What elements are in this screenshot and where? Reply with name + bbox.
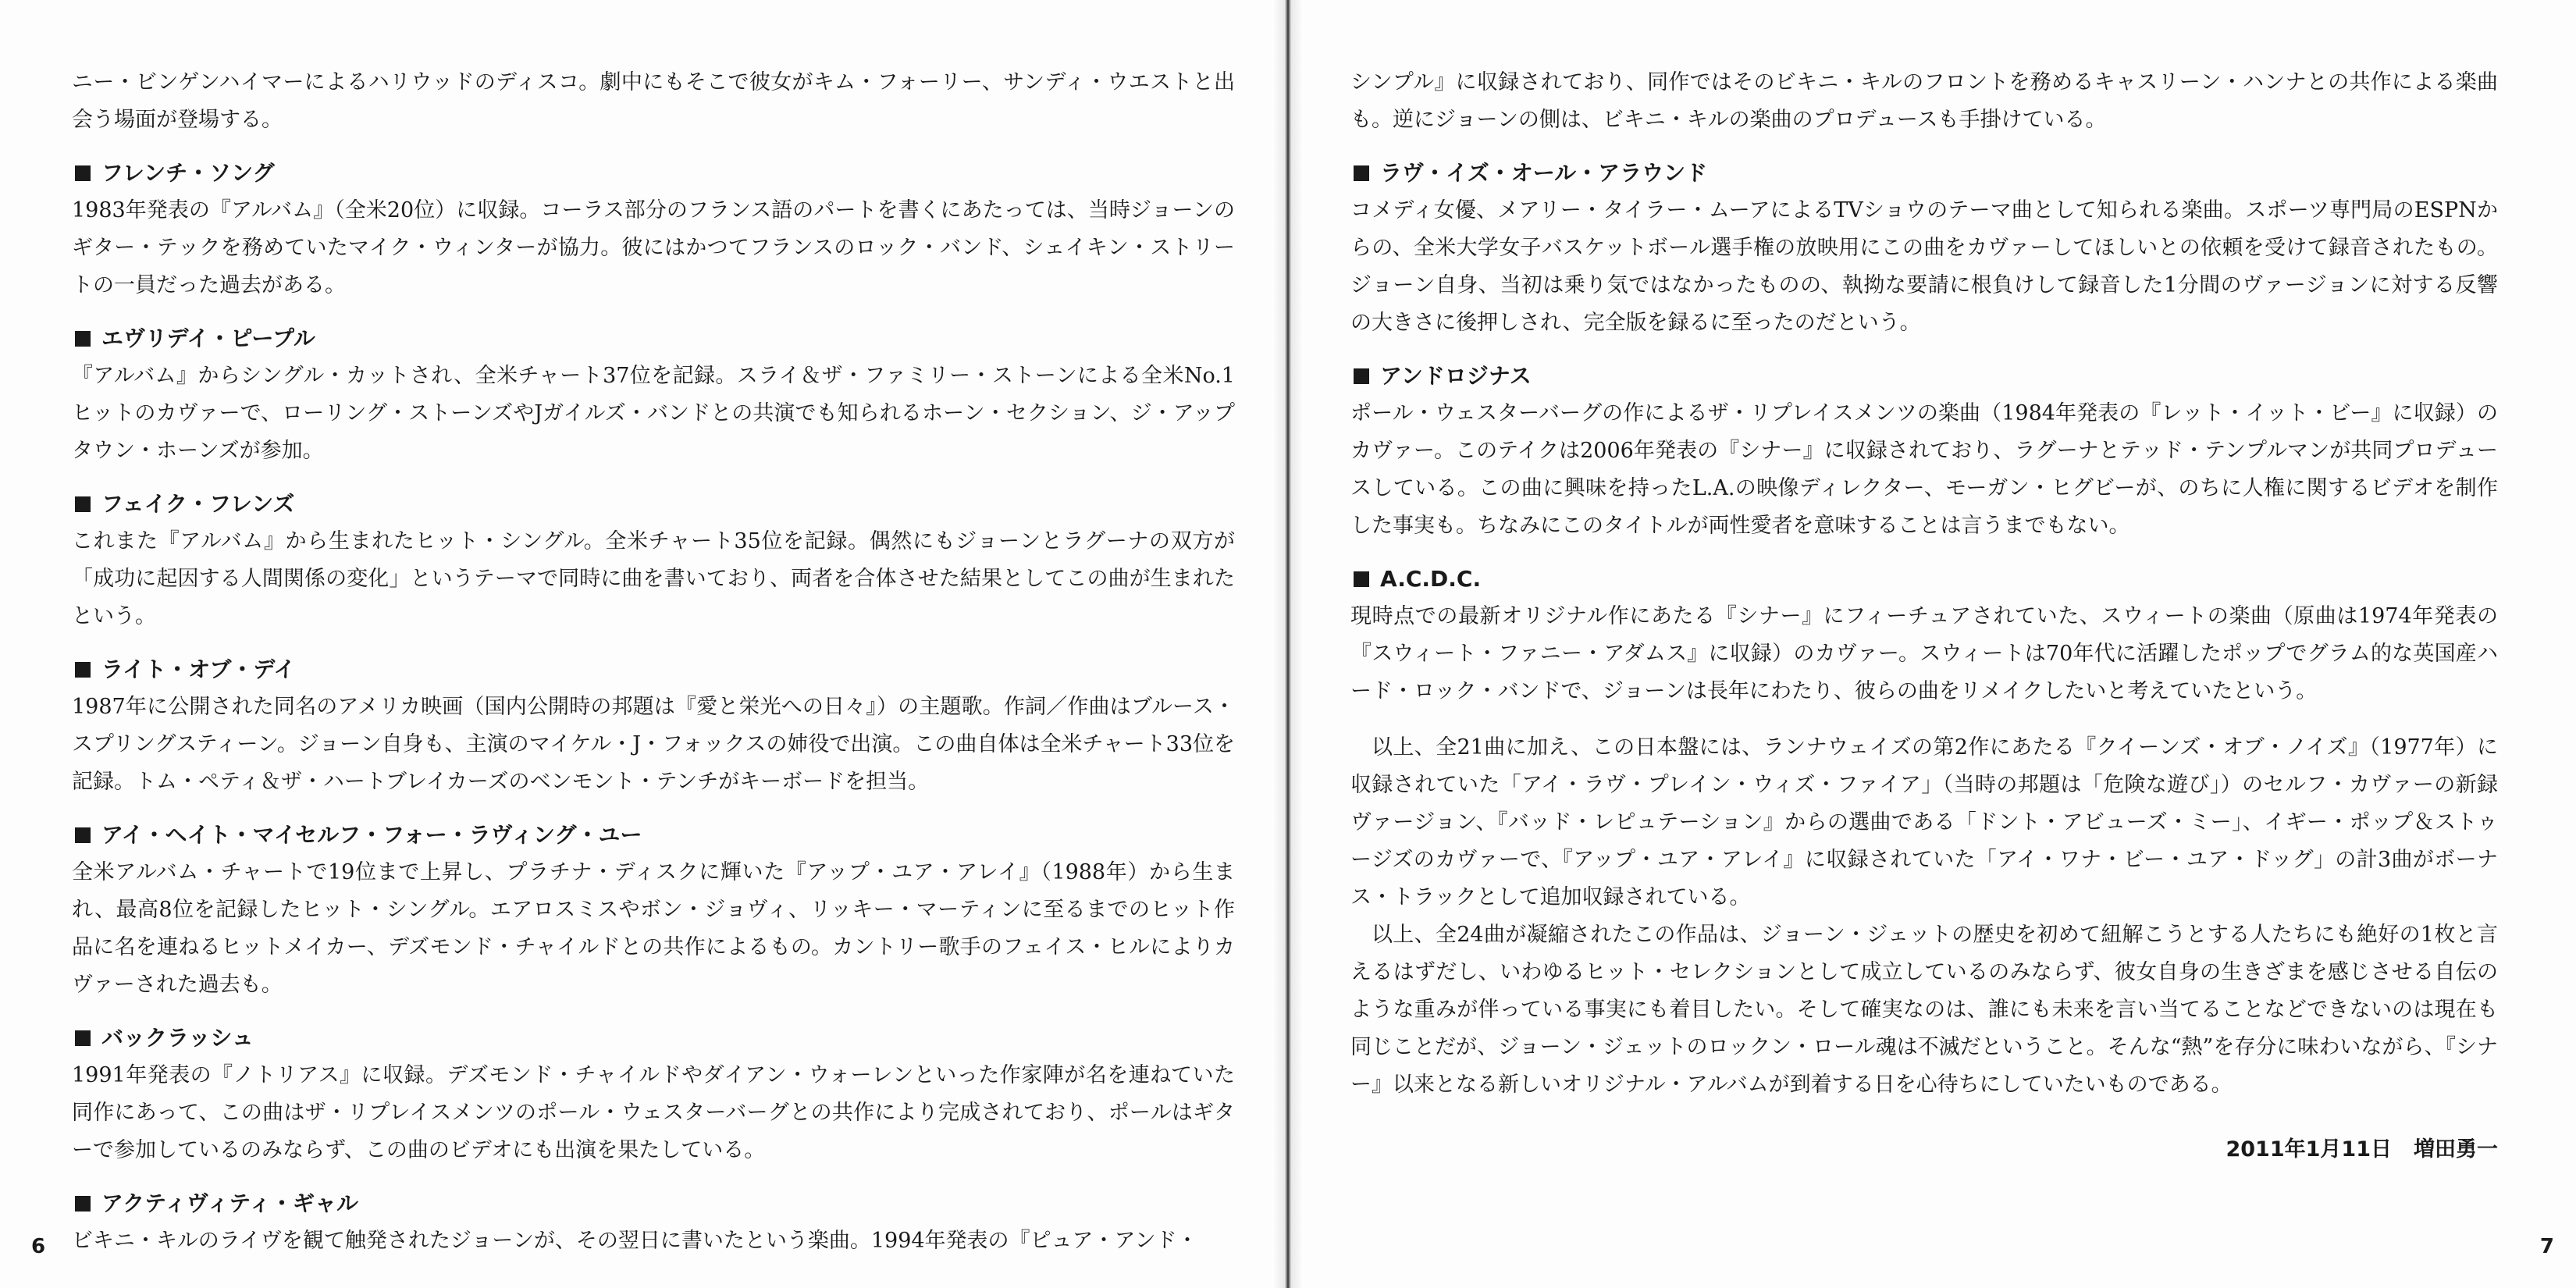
- track-description: 1991年発表の『ノトリアス』に収録。デズモンド・チャイルドやダイアン・ウォーレンといった作家陣が名を連ねていた同作にあって、この曲はザ・リプレイスメンツのポール・ウェスターバーグとの共作により完成されており、ポールはギターで参加しているのみならず、この曲のビデオにも出演を果たしている。: [72, 1063, 1235, 1162]
- bullet-square-icon: [1354, 165, 1369, 181]
- signature-date: 2011年1月11日: [2226, 1137, 2392, 1162]
- track-title: エヴリデイ・ピープル: [101, 326, 315, 351]
- bullet-square-icon: [75, 662, 91, 678]
- track-section-fake-friends: [72, 486, 1235, 635]
- track-title: フェイク・フレンズ: [101, 491, 295, 517]
- track-section-activity-grrrl: [72, 1185, 1235, 1260]
- right-page: [1288, 0, 2576, 1288]
- page-number-left: 6: [31, 1235, 46, 1258]
- track-description: コメディ女優、メアリー・タイラー・ムーアによるTVショウのテーマ曲として知られる楽曲。スポーツ専門局のESPNからの、全米大学女子バスケットボール選手権の放映用にこの曲をカヴァーしてほしいとの依頼を受けて録音されたもの。ジョーン自身、当初は乗り気ではなかったものの、執拗な要請に根負けして録音した1分間のヴァージョンに対する反響の大きさに後押しされ、完全版を録るに至ったのだという。: [1350, 198, 2498, 335]
- track-title: フレンチ・ソング: [101, 160, 275, 186]
- track-description: 『アルバム』からシングル・カットされ、全米チャート37位を記録。スライ＆ザ・ファミリー・ストーンによる全米No.1ヒットのカヴァーで、ローリング・ストーンズやJガイルズ・バンドとの共演でも知られるホーン・セクション、ジ・アップタウン・ホーンズが参加。: [72, 364, 1235, 463]
- track-title: アイ・ヘイト・マイセルフ・フォー・ラヴィング・ユー: [101, 822, 642, 848]
- right-intro-section: [1350, 64, 2498, 139]
- closing-paragraph: 以上、全21曲に加え、この日本盤には、ランナウェイズの第2作にあたる『クイーンズ・オブ・ノイズ』（1977年）に収録されていた「アイ・ラヴ・プレイン・ウィズ・ファイア」（当時の邦題は「危険な遊び」）のセルフ・カヴァーの新録ヴァージョン、『バッド・レピュテーション』からの選曲である「ドント・アビューズ・ミー」、イギー・ポップ＆ストゥージズのカヴァーで、『アップ・ユア・アレイ』に収録されていた「アイ・ワナ・ビー・ユア・ドッグ」の計3曲がボーナス・トラックとして追加収録されている。: [1350, 735, 2498, 909]
- signature-author: 増田勇一: [2414, 1137, 2498, 1162]
- bullet-square-icon: [75, 1196, 91, 1212]
- track-section-acdc: [1350, 560, 2498, 710]
- signature: [1350, 1132, 2498, 1162]
- track-description: 現時点での最新オリジナル作にあたる『シナー』にフィーチュアされていた、スウィートの楽曲（原曲は1974年発表の『スウィート・ファニー・アダムス』に収録）のカヴァー。スウィートは70年代に活躍したポップでグラム的な英国産ハード・ロック・バンドで、ジョーンは長年にわたり、彼らの曲をリメイクしたいと考えていたという。: [1350, 604, 2498, 703]
- right-text-column: [1350, 64, 2498, 1162]
- closing-paragraph: 以上、全24曲が凝縮されたこの作品は、ジョーン・ジェットの歴史を初めて紐解こうとする人たちにも絶好の1枚と言えるはずだし、いわゆるヒット・セレクションとして成立しているのみならず、彼女自身の生きざまを感じさせる自伝のような重みが伴っている事実にも着目したい。そして確実なのは、誰にも未来を言い当てることなどできないのは現在も同じことだが、ジョーン・ジェットのロックン・ロール魂は不滅だということ。そんな“熱”を存分に味わいながら、『シナー』以来となる新しいオリジナル・アルバムが到着する日を心待ちにしていたいものである。: [1350, 923, 2498, 1097]
- right-intro-text: シンプル』に収録されており、同作ではそのビキニ・キルのフロントを務めるキャスリーン・ハンナとの共作による楽曲も。逆にジョーンの側は、ビキニ・キルの楽曲のプロデュースも手掛けている。: [1350, 70, 2498, 132]
- bullet-square-icon: [75, 1030, 91, 1046]
- left-intro-text: ニー・ビンゲンハイマーによるハリウッドのディスコ。劇中にもそこで彼女がキム・フォーリー、サンディ・ウエストと出会う場面が登場する。: [72, 70, 1235, 132]
- bullet-square-icon: [1354, 368, 1369, 384]
- bullet-square-icon: [75, 496, 91, 512]
- track-section-love-is-all-around: [1350, 155, 2498, 342]
- track-description: 全米アルバム・チャートで19位まで上昇し、プラチナ・ディスクに輝いた『アップ・ユア・アレイ』（1988年）から生まれ、最高8位を記録したヒット・シングル。エアロスミスやボン・ジョヴィ、リッキー・マーティンに至るまでのヒット作品に名を連ねるヒットメイカー、デズモンド・チャイルドとの共作によるもの。カントリー歌手のフェイス・ヒルによりカヴァーされた過去も。: [72, 860, 1235, 997]
- bullet-square-icon: [75, 165, 91, 181]
- track-section-french-song: [72, 155, 1235, 304]
- page-number-right: 7: [2539, 1235, 2554, 1258]
- track-section-everyday-people: [72, 320, 1235, 470]
- track-description: これまた『アルバム』から生まれたヒット・シングル。全米チャート35位を記録。偶然にもジョーンとラグーナの双方が「成功に起因する人間関係の変化」というテーマで同時に曲を書いており、両者を合体させた結果としてこの曲が生まれたという。: [72, 529, 1235, 628]
- closing-notes: [1350, 729, 2498, 1104]
- bullet-square-icon: [75, 827, 91, 843]
- track-title: ライト・オブ・デイ: [101, 656, 296, 682]
- bullet-square-icon: [75, 331, 91, 347]
- left-intro-section: [72, 64, 1235, 139]
- track-description: 1983年発表の『アルバム』（全米20位）に収録。コーラス部分のフランス語のパートを書くにあたっては、当時ジョーンのギター・テックを務めていたマイク・ウィンターが協力。彼にはかつてフランスのロック・バンド、シェイキン・ストリートの一員だった過去がある。: [72, 198, 1235, 297]
- track-section-i-hate-myself: [72, 817, 1235, 1004]
- track-title: アンドロジナス: [1380, 363, 1532, 389]
- track-title: バックラッシュ: [101, 1025, 254, 1051]
- track-section-androgynous: [1350, 358, 2498, 545]
- left-text-column: [72, 64, 1235, 1276]
- track-section-light-of-day: [72, 651, 1235, 801]
- bullet-square-icon: [1354, 571, 1369, 587]
- track-description: ポール・ウェスターバーグの作によるザ・リプレイスメンツの楽曲（1984年発表の『レット・イット・ビー』に収録）のカヴァー。このテイクは2006年発表の『シナー』に収録されており、ラグーナとテッド・テンプルマンが共同プロデュースしている。この曲に興味を持ったL.A.の映像ディレクター、モーガン・ヒグビーが、のちに人権に関するビデオを制作した事実も。ちなみにこのタイトルが両性愛者を意味することは言うまでもない。: [1350, 401, 2498, 538]
- track-description: 1987年に公開された同名のアメリカ映画（国内公開時の邦題は『愛と栄光への日々』）の主題歌。作詞／作曲はブルース・スプリングスティーン。ジョーン自身も、主演のマイケル・J・フォックスの姉役で出演。この曲自体は全米チャート33位を記録。トム・ペティ＆ザ・ハートブレイカーズのベンモント・テンチがキーボードを担当。: [72, 695, 1235, 794]
- track-section-backlash: [72, 1019, 1235, 1169]
- track-description: ビキニ・キルのライヴを観て触発されたジョーンが、その翌日に書いたという楽曲。1994年発表の『ピュア・アンド・: [72, 1229, 1198, 1253]
- track-title: アクティヴィティ・ギャル: [101, 1190, 359, 1216]
- track-title: A.C.D.C.: [1380, 566, 1482, 592]
- track-title: ラヴ・イズ・オール・アラウンド: [1380, 160, 1708, 186]
